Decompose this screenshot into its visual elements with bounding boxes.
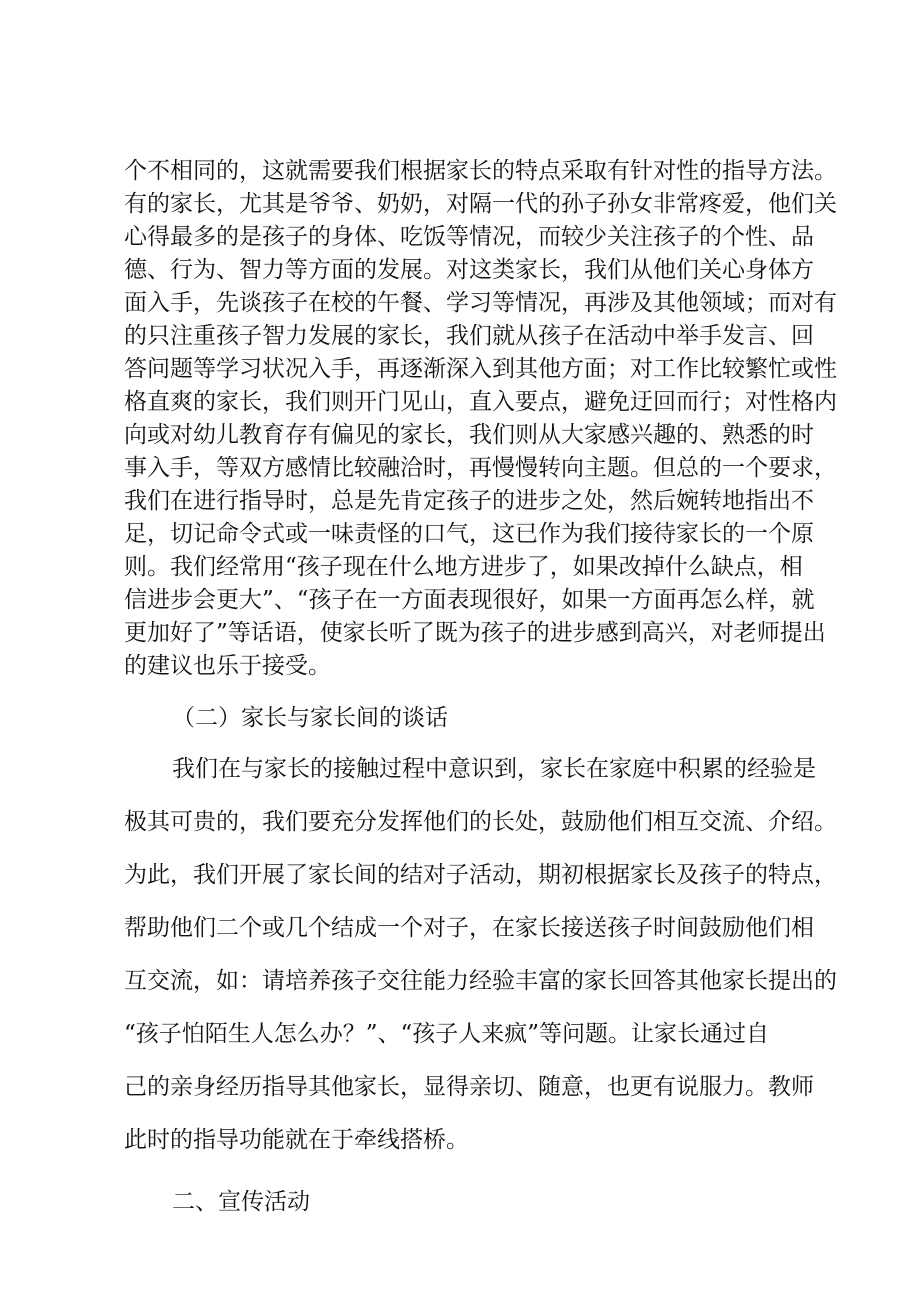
paragraph-2-line: 此时的指导功能就在于牵线搭桥。 — [124, 1127, 469, 1153]
paragraph-1-line: 的只注重孩子智力发展的家长，我们就从孩子在活动中举手发言、回 — [124, 323, 814, 349]
paragraph-1-line: 事入手，等双方感情比较融洽时，再慢慢转向主题。但总的一个要求， — [124, 455, 837, 481]
paragraph-2-line: 己的亲身经历指导其他家长，显得亲切、随意，也更有说服力。教师 — [124, 1074, 814, 1100]
paragraph-1-line: 个不相同的，这就需要我们根据家长的特点采取有针对性的指导方法。 — [124, 158, 837, 184]
section-heading: 二、宣传活动 — [172, 1189, 310, 1215]
paragraph-1-line: 的建议也乐于接受。 — [124, 653, 331, 679]
paragraph-1-line: 信进步会更大”、“孩子在一方面表现很好，如果一方面再怎么样，就 — [124, 587, 815, 613]
paragraph-1-line: 更加好了”等话语，使家长听了既为孩子的进步感到高兴，对老师提出 — [124, 620, 826, 646]
paragraph-1-line: 有的家长，尤其是爷爷、奶奶，对隔一代的孙子孙女非常疼爱，他们关 — [124, 191, 837, 217]
paragraph-2-line: 帮助他们二个或几个结成一个对子，在家长接送孩子时间鼓励他们相 — [124, 915, 814, 941]
paragraph-2-line: “孩子怕陌生人怎么办？”、“孩子人来疯”等问题。让家长通过自 — [124, 1021, 770, 1047]
paragraph-1-line: 心得最多的是孩子的身体、吃饭等情况，而较少关注孩子的个性、品 — [124, 224, 814, 250]
paragraph-1-line: 则。我们经常用“孩子现在什么地方进步了，如果改掉什么缺点，相 — [124, 554, 803, 580]
paragraph-1-line: 答问题等学习状况入手，再逐渐深入到其他方面；对工作比较繁忙或性 — [124, 356, 837, 382]
paragraph-1-line: 足，切记命令式或一味责怪的口气，这已作为我们接待家长的一个原 — [124, 521, 814, 547]
paragraph-1-line: 向或对幼儿教育存有偏见的家长，我们则从大家感兴趣的、熟悉的时 — [124, 422, 814, 448]
paragraph-2-line: 为此，我们开展了家长间的结对子活动，期初根据家长及孩子的特点， — [124, 862, 837, 888]
paragraph-1-line: 德、行为、智力等方面的发展。对这类家长，我们从他们关心身体方 — [124, 257, 814, 283]
paragraph-1-line: 格直爽的家长，我们则开门见山，直入要点，避免迂回而行；对性格内 — [124, 389, 837, 415]
paragraph-2-line: 我们在与家长的接触过程中意识到，家长在家庭中积累的经验是 — [172, 756, 816, 782]
paragraph-1-line: 面入手，先谈孩子在校的午餐、学习等情况，再涉及其他领域；而对有 — [124, 290, 837, 316]
paragraph-1-line: 我们在进行指导时，总是先肯定孩子的进步之处，然后婉转地指出不 — [124, 488, 814, 514]
paragraph-2-line: 互交流，如：请培养孩子交往能力经验丰富的家长回答其他家长提出的 — [124, 968, 837, 994]
section-heading: （二）家长与家长间的谈话 — [172, 705, 448, 731]
paragraph-2-line: 极其可贵的，我们要充分发挥他们的长处，鼓励他们相互交流、介绍。 — [124, 809, 837, 835]
